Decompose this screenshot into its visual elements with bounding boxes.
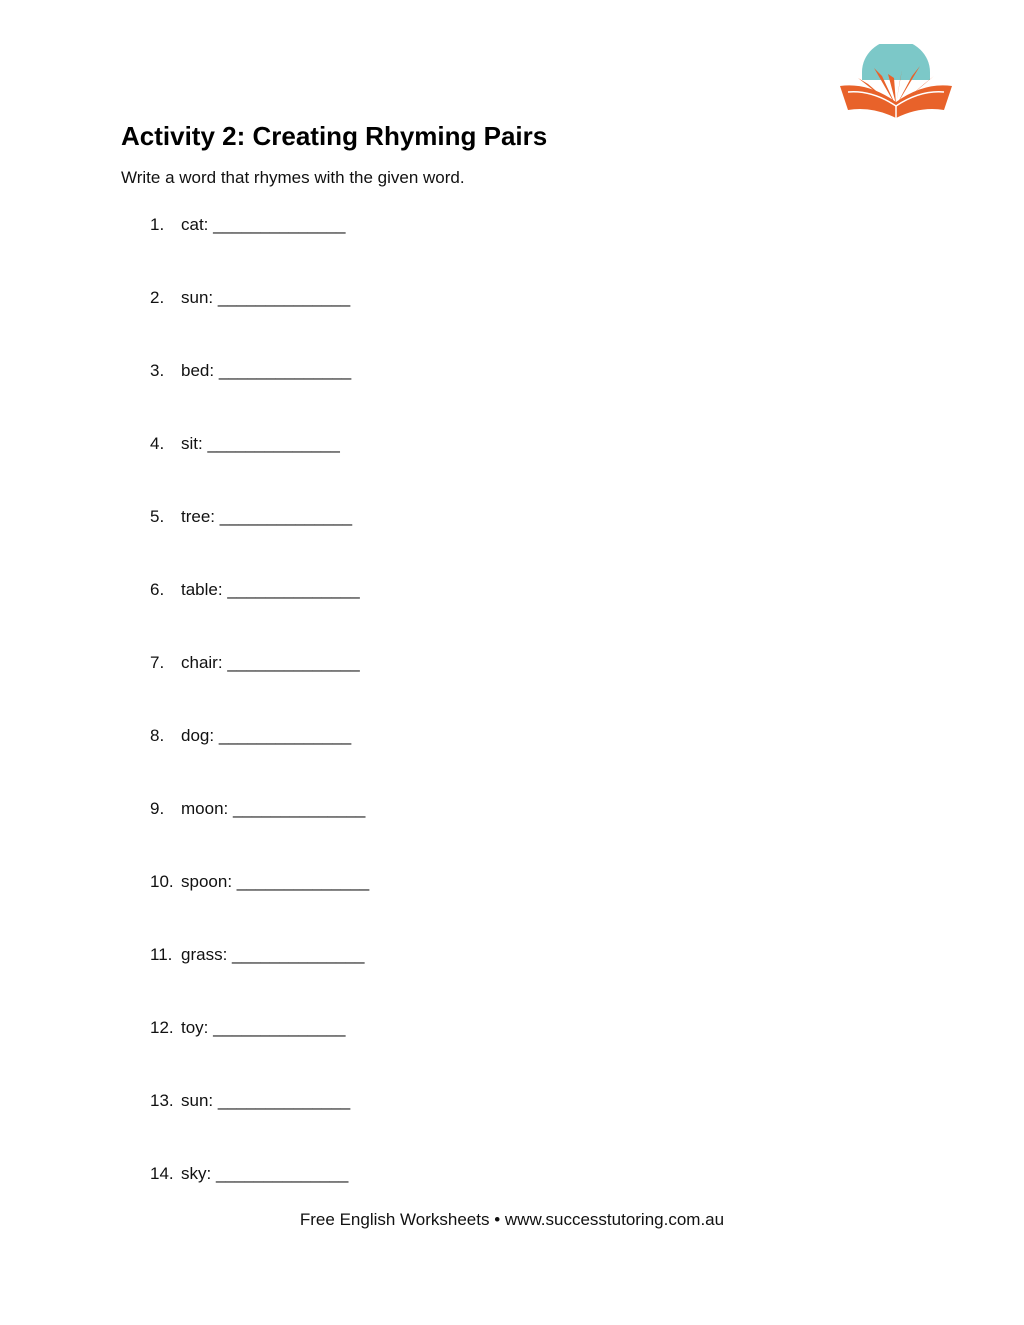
- item-word: cat:: [181, 215, 209, 234]
- list-item: [150, 1017, 369, 1090]
- list-item: [150, 798, 369, 871]
- item-word: bed:: [181, 361, 215, 380]
- answer-blank[interactable]: ______________: [207, 434, 340, 453]
- list-item: [150, 944, 369, 1017]
- answer-blank[interactable]: ______________: [215, 1164, 349, 1183]
- item-number: 8.: [150, 726, 165, 745]
- item-word: moon:: [181, 799, 229, 818]
- list-item: [150, 871, 369, 944]
- answer-blank[interactable]: ______________: [217, 1091, 351, 1110]
- list-item: [150, 725, 369, 798]
- item-word: spoon:: [181, 872, 233, 891]
- item-word: tree:: [181, 507, 216, 526]
- list-item: [150, 1090, 369, 1163]
- list-item: [150, 287, 369, 360]
- answer-blank[interactable]: ______________: [217, 288, 351, 307]
- answer-blank[interactable]: ______________: [232, 945, 365, 964]
- item-number: 1.: [150, 215, 165, 234]
- item-word: sun:: [181, 288, 214, 307]
- instructions: Write a word that rhymes with the given word.: [121, 168, 465, 187]
- item-number: 11.: [150, 945, 173, 964]
- item-word: grass:: [181, 945, 228, 964]
- list-item: [150, 506, 369, 579]
- item-word: sun:: [181, 1091, 214, 1110]
- list-item: [150, 433, 369, 506]
- answer-blank[interactable]: ______________: [219, 507, 353, 526]
- item-number: 6.: [150, 580, 165, 599]
- list-item: [150, 360, 369, 433]
- item-number: 7.: [150, 653, 165, 672]
- item-word: table:: [181, 580, 223, 599]
- item-number: 14.: [150, 1164, 174, 1183]
- item-number: 13.: [150, 1091, 174, 1110]
- list-item: [150, 652, 369, 725]
- footer: Free English Worksheets • www.successtutoring.com.au: [299, 1210, 725, 1229]
- list-item: [150, 214, 369, 287]
- answer-blank[interactable]: ______________: [218, 726, 352, 745]
- item-number: 3.: [150, 361, 165, 380]
- item-word: sit:: [181, 434, 203, 453]
- list-item: [150, 579, 369, 652]
- answer-blank[interactable]: ______________: [227, 580, 360, 599]
- item-word: toy:: [181, 1018, 209, 1037]
- item-word: chair:: [181, 653, 223, 672]
- item-word: dog:: [181, 726, 215, 745]
- item-word: sky:: [181, 1164, 212, 1183]
- answer-blank[interactable]: ______________: [227, 653, 360, 672]
- answer-blank[interactable]: ______________: [213, 1018, 346, 1037]
- answer-blank[interactable]: ______________: [218, 361, 352, 380]
- item-number: 4.: [150, 434, 165, 453]
- page-title: Activity 2: Creating Rhyming Pairs: [121, 121, 548, 151]
- answer-blank[interactable]: ______________: [213, 215, 346, 234]
- item-number: 10.: [150, 872, 174, 891]
- rhyme-list: [150, 214, 369, 1236]
- item-number: 2.: [150, 288, 165, 307]
- open-book-logo-icon: [838, 44, 954, 124]
- answer-blank[interactable]: ______________: [232, 799, 366, 818]
- answer-blank[interactable]: ______________: [236, 872, 370, 891]
- item-number: 12.: [150, 1018, 174, 1037]
- item-number: 9.: [150, 799, 165, 818]
- item-number: 5.: [150, 507, 165, 526]
